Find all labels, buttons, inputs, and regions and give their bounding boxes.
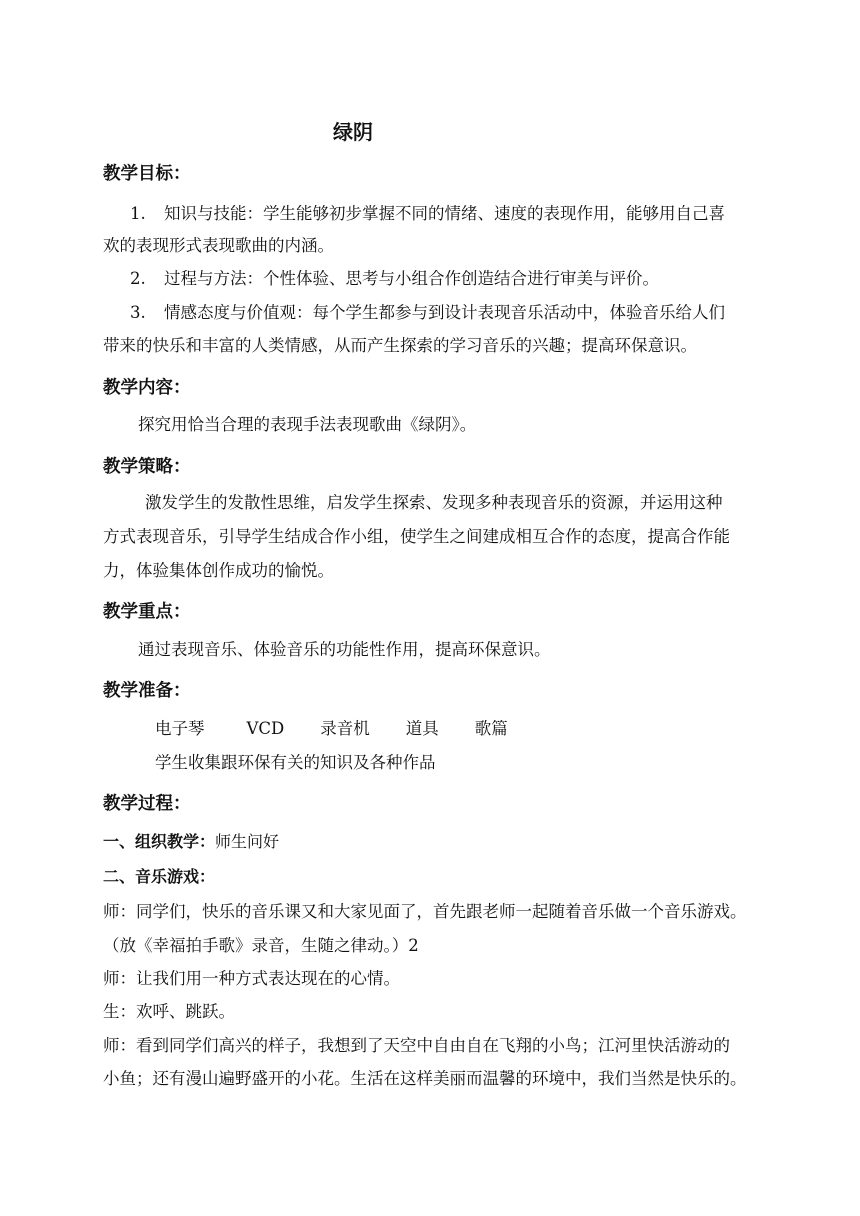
- objective-text: 知识与技能：学生能够初步掌握不同的情绪、速度的表现作用，能够用自己喜: [164, 204, 725, 223]
- prep-item: 歌篇: [474, 719, 508, 738]
- process-step-2-label: 二、音乐游戏：: [103, 867, 216, 886]
- objective-item-2: [130, 269, 659, 289]
- objective-number: 3.: [130, 303, 146, 322]
- process-step-1: [103, 832, 279, 852]
- strategy-heading: 教学策略：: [103, 457, 191, 477]
- dialog-line: 师：同学们，快乐的音乐课又和大家见面了，首先跟老师一起随着音乐做一个音乐游戏。: [103, 902, 747, 921]
- prep-items: [155, 719, 508, 739]
- dialog-line: 小鱼；还有漫山遍野盛开的小花。生活在这样美丽而温馨的环境中，我们当然是快乐的。: [103, 1069, 747, 1088]
- objective-item-1: [130, 204, 725, 224]
- prep-item: 道具: [405, 719, 439, 738]
- strategy-line-2: 方式表现音乐，引导学生结成合作小组，使学生之间建成相互合作的态度，提高合作能: [103, 527, 730, 546]
- prep-line-2: 学生收集跟环保有关的知识及各种作品: [155, 753, 436, 772]
- prep-heading: 教学准备：: [103, 681, 191, 701]
- dialog-line: 生：欢呼、跳跃。: [103, 1002, 235, 1021]
- content-heading: 教学内容：: [103, 378, 191, 398]
- document-title: 绿阴: [333, 120, 373, 144]
- prep-item: VCD: [246, 719, 285, 738]
- process-heading: 教学过程：: [103, 794, 191, 814]
- strategy-line-3: 力，体验集体创作成功的愉悦。: [103, 561, 334, 580]
- objective-item-1-cont: 欢的表现形式表现歌曲的内涵。: [103, 236, 334, 255]
- prep-item: 电子琴: [155, 719, 205, 738]
- objective-text: 过程与方法：个性体验、思考与小组合作创造结合进行审美与评价。: [164, 269, 659, 288]
- objective-text: 情感态度与价值观：每个学生都参与到设计表现音乐活动中，体验音乐给人们: [164, 303, 725, 322]
- objective-number: 2.: [130, 269, 146, 288]
- content-text: 探究用恰当合理的表现手法表现歌曲《绿阴》。: [138, 415, 477, 434]
- focus-text: 通过表现音乐、体验音乐的功能性作用，提高环保意识。: [138, 640, 551, 659]
- objectives-heading: 教学目标：: [103, 164, 191, 184]
- strategy-line-1: 激发学生的发散性思维，启发学生探索、发现多种表现音乐的资源，并运用这种: [145, 493, 723, 512]
- dialog-line: 师：让我们用一种方式表达现在的心情。: [103, 969, 400, 988]
- prep-item: 录音机: [320, 719, 370, 738]
- dialog-line: 师：看到同学们高兴的样子，我想到了天空中自由自在飞翔的小鸟；江河里快活游动的: [103, 1036, 730, 1055]
- focus-heading: 教学重点：: [103, 602, 191, 622]
- objective-item-3-cont: 带来的快乐和丰富的人类情感，从而产生探索的学习音乐的兴趣；提高环保意识。: [103, 336, 697, 355]
- objective-number: 1.: [130, 204, 146, 223]
- dialog-line: （放《幸福拍手歌》录音，生随之律动。）2: [103, 936, 419, 955]
- objective-item-3: [130, 303, 725, 323]
- step-label: 一、组织教学：: [103, 832, 216, 851]
- step-text: 师生问好: [215, 832, 280, 851]
